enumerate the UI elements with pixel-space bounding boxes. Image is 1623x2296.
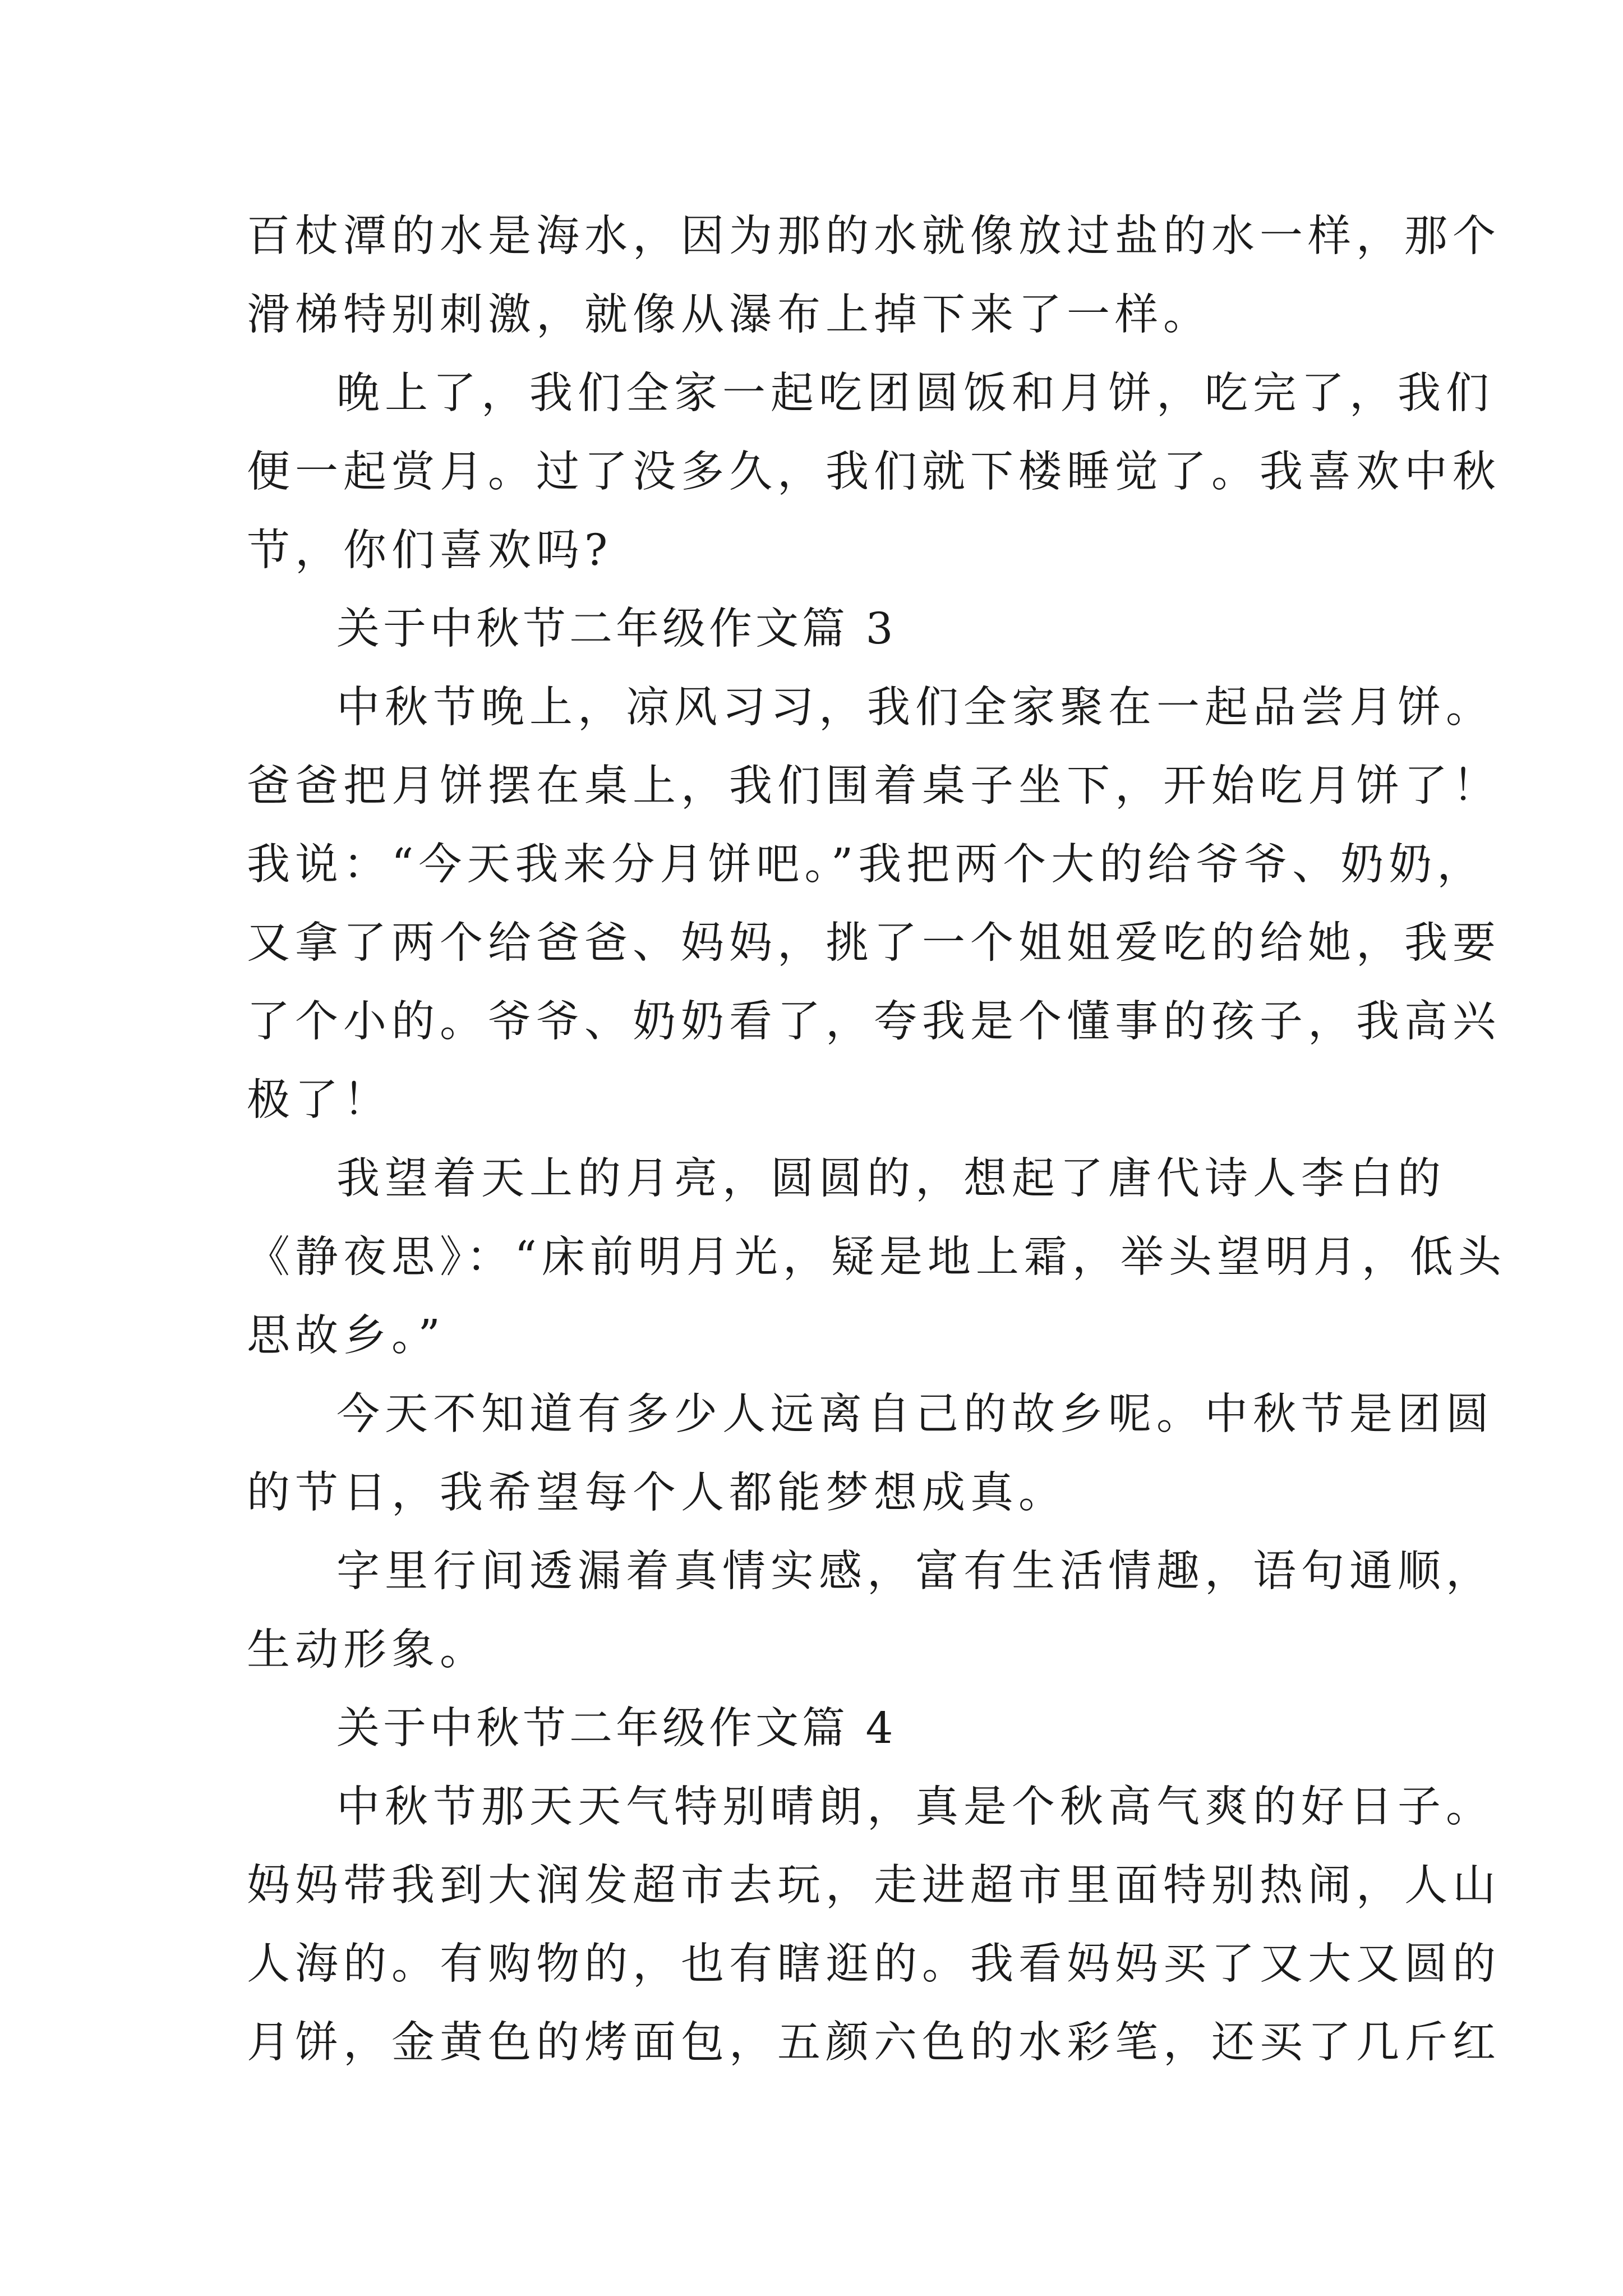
text-line: 爸爸把月饼摆在桌上，我们围着桌子坐下，开始吃月饼了！ xyxy=(247,761,1501,811)
section-heading-3: 关于中秋节二年级作文篇 3 xyxy=(336,604,897,654)
paragraph-start-line: 中秋节那天天气特别晴朗，真是个秋高气爽的好日子。 xyxy=(336,1782,1494,1832)
text-line: 百杖潭的水是海水，因为那的水就像放过盐的水一样，那个 xyxy=(247,211,1501,261)
text-line: 滑梯特别刺激，就像从瀑布上掉下来了一样。 xyxy=(247,290,1211,340)
paragraph-start-line: 我望着天上的月亮，圆圆的，想起了唐代诗人李白的 xyxy=(336,1154,1446,1204)
paragraph-start-line: 中秋节晚上，凉风习习，我们全家聚在一起品尝月饼。 xyxy=(336,683,1494,733)
text-line: 生动形象。 xyxy=(247,1625,488,1675)
text-line: 的节日，我希望每个人都能梦想成真。 xyxy=(247,1468,1067,1518)
text-line: 又拿了两个给爸爸、妈妈，挑了一个姐姐爱吃的给她，我要 xyxy=(247,918,1501,968)
text-line: 便一起赏月。过了没多久，我们就下楼睡觉了。我喜欢中秋 xyxy=(247,447,1501,497)
paragraph-start-line: 晚上了，我们全家一起吃团圆饭和月饼，吃完了，我们 xyxy=(336,369,1494,418)
text-line: 思故乡。” xyxy=(247,1311,445,1361)
section-heading-4: 关于中秋节二年级作文篇 4 xyxy=(336,1704,897,1754)
paragraph-start-line: 今天不知道有多少人远离自己的故乡呢。中秋节是团圆 xyxy=(336,1389,1494,1439)
text-line: 月饼，金黄色的烤面包，五颜六色的水彩笔，还买了几斤红 xyxy=(247,2018,1501,2068)
text-line: 妈妈带我到大润发超市去玩，走进超市里面特别热闹，人山 xyxy=(247,1861,1501,1911)
text-line: 极了！ xyxy=(247,1075,391,1125)
paragraph-start-line: 字里行间透漏着真情实感，富有生活情趣，语句通顺， xyxy=(336,1547,1494,1596)
text-line: 我说：“今天我来分月饼吧。”我把两个大的给爷爷、奶奶， xyxy=(247,840,1486,890)
text-line: 了个小的。爷爷、奶奶看了，夸我是个懂事的孩子，我高兴 xyxy=(247,997,1501,1047)
text-line: 节，你们喜欢吗? xyxy=(247,526,613,576)
text-line: 人海的。有购物的，也有瞎逛的。我看妈妈买了又大又圆的 xyxy=(247,1939,1501,1989)
text-line: 《静夜思》：“床前明月光，疑是地上霜，举头望明月，低头 xyxy=(247,1232,1506,1282)
